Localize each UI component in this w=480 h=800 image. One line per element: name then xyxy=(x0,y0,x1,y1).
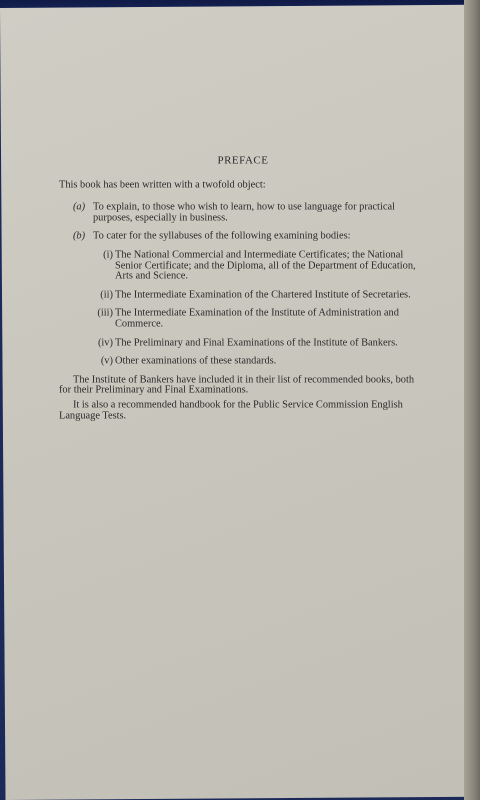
list-marker: (a) xyxy=(72,201,86,213)
sublist-item-ii xyxy=(59,290,427,301)
sublist-marker: (ii) xyxy=(100,289,113,301)
list-item-b xyxy=(59,232,427,243)
sublist-item-text: The Intermediate Examination of the Institute of Administration and Commerce. xyxy=(114,307,399,330)
sublist-item-iii xyxy=(59,309,427,330)
sublist-item-text: The Preliminary and Final Examinations of the Institute of Bankers. xyxy=(114,337,398,349)
sublist-marker: (iv) xyxy=(97,337,113,349)
paragraph-handbook: It is also a recommended handbook for the Public Service Commission English Language Tests. xyxy=(58,399,403,422)
preface-content xyxy=(59,148,427,426)
sublist-marker: (v) xyxy=(100,355,113,367)
book-page xyxy=(0,5,476,800)
page-edge-shadow xyxy=(464,0,480,800)
sublist-marker: (iii) xyxy=(97,307,113,319)
paragraph-institute: The Institute of Bankers have included it in their list of recommended books, both for their Preliminary and Final Examinations. xyxy=(58,374,415,396)
sublist-item-iv xyxy=(59,338,427,349)
list-item-text: To explain, to those who wish to learn, how to use language for practical purposes, especially in business. xyxy=(92,201,395,224)
sublist-item-v xyxy=(59,357,427,368)
page-title: PREFACE xyxy=(217,154,269,167)
sublist-item-text: The Intermediate Examination of the Chartered Institute of Secretaries. xyxy=(114,289,411,301)
list-item-text: To cater for the syllabuses of the following examining bodies: xyxy=(92,230,351,242)
sublist-marker: (i) xyxy=(103,249,113,261)
sublist-item-i xyxy=(59,251,427,283)
sublist-item-text: The National Commercial and Intermediate Certificates; the National Senior Certificate; and the Diploma, all of the Department of Education, Arts and Science. xyxy=(114,249,416,282)
list-item-a xyxy=(59,203,427,224)
intro-paragraph: This book has been written with a twofold object: xyxy=(58,179,266,191)
sublist-item-text: Other examinations of these standards. xyxy=(114,355,277,367)
list-marker: (b) xyxy=(72,230,86,242)
